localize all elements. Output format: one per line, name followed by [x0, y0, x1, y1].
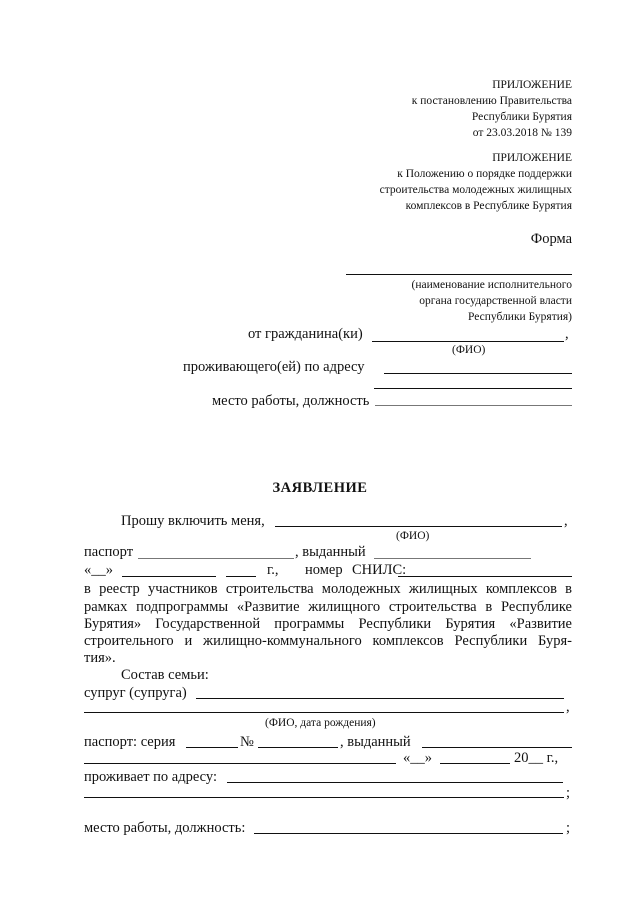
- issued2-label: , выданный: [340, 734, 411, 750]
- issued-line[interactable]: [374, 558, 531, 559]
- paragraph-line-4: строительного и жилищно-коммунального комплексов Республики Буря-: [84, 633, 572, 649]
- address-label: проживающего(ей) по адресу: [183, 359, 365, 375]
- request-comma: ,: [564, 513, 568, 529]
- appendix-2-line-3: комплексов в Республике Бурятия: [405, 200, 572, 212]
- work2-semicolon: ;: [566, 820, 571, 836]
- passport-number-line[interactable]: [258, 747, 338, 748]
- work2-line[interactable]: [254, 833, 563, 834]
- issued-label: , выданный: [295, 544, 366, 560]
- year-label: г.,: [267, 562, 279, 578]
- appendix-1-line-3: от 23.03.2018 № 139: [472, 127, 572, 139]
- issued2-year: 20__ г.,: [514, 750, 559, 766]
- organ-hint-line-1: (наименование исполнительного: [411, 279, 572, 291]
- spouse-line[interactable]: [196, 698, 564, 699]
- paragraph-line-2: рамках подпрограммы «Развитие жилищного строительства в Республике: [84, 599, 572, 615]
- organ-hint-line-2: органа государственной власти: [419, 295, 572, 307]
- date-year-line[interactable]: [226, 576, 256, 577]
- organ-hint-line-3: Республики Бурятия): [468, 311, 572, 323]
- passport-series-line[interactable]: [186, 747, 238, 748]
- lives-line[interactable]: [227, 782, 563, 783]
- date-day: «__»: [84, 562, 113, 578]
- appendix-2-line-1: к Положению о порядке поддержки: [397, 168, 572, 180]
- issued2-month-line[interactable]: [440, 763, 510, 764]
- number-label: номер: [305, 562, 343, 578]
- work-line[interactable]: [375, 405, 572, 406]
- date-month-line[interactable]: [122, 576, 216, 577]
- fio-hint-top: (ФИО): [452, 344, 486, 356]
- issued2-line-2[interactable]: [84, 763, 396, 764]
- spouse-label: супруг (супруга): [84, 685, 187, 701]
- request-text: Прошу включить меня,: [121, 513, 265, 529]
- appendix-1-line-2: Республики Бурятия: [471, 111, 572, 123]
- address-line-1[interactable]: [384, 373, 572, 374]
- paragraph-line-3: Бурятия» Государственной программы Республики Бурятия «Развитие: [84, 616, 572, 632]
- request-fio-line[interactable]: [275, 526, 562, 527]
- paragraph-line-1: в реестр участников строительства молодежных жилищных комплексов в: [84, 581, 572, 597]
- lives-line-2[interactable]: [84, 797, 564, 798]
- document-title: ЗАЯВЛЕНИЕ: [272, 480, 368, 496]
- passport-series-label: паспорт: серия: [84, 734, 176, 750]
- lives-semicolon: ;: [566, 785, 571, 801]
- passport-number-sign: №: [240, 734, 254, 750]
- fio-hint-body: (ФИО): [396, 530, 430, 542]
- lives-label: проживает по адресу:: [84, 769, 217, 785]
- snils-label: СНИЛС:: [352, 562, 407, 578]
- organ-name-line[interactable]: [346, 274, 572, 275]
- appendix-2-title: ПРИЛОЖЕНИЕ: [492, 152, 572, 164]
- passport-label: паспорт: [84, 544, 134, 560]
- from-citizen-line[interactable]: [372, 341, 564, 342]
- appendix-2-line-2: строительства молодежных жилищных: [379, 184, 572, 196]
- spouse-line-2[interactable]: [84, 712, 564, 713]
- form-label: Форма: [530, 231, 572, 247]
- issued2-line[interactable]: [422, 747, 572, 748]
- work-label: место работы, должность: [212, 393, 370, 409]
- work2-label: место работы, должность:: [84, 820, 246, 836]
- appendix-1-line-1: к постановлению Правительства: [411, 95, 572, 107]
- snils-line[interactable]: [398, 576, 572, 577]
- passport-line[interactable]: [138, 558, 294, 559]
- family-label: Состав семьи:: [121, 667, 209, 683]
- paragraph-line-5: тия».: [84, 650, 116, 666]
- fio-birth-hint: (ФИО, дата рождения): [265, 717, 376, 729]
- address-line-2[interactable]: [374, 388, 572, 389]
- spouse-comma: ,: [566, 699, 570, 715]
- issued2-date-day: «__»: [403, 750, 432, 766]
- from-citizen-comma: ,: [565, 326, 569, 342]
- appendix-1-title: ПРИЛОЖЕНИЕ: [492, 79, 572, 91]
- from-citizen-label: от гражданина(ки): [248, 326, 363, 342]
